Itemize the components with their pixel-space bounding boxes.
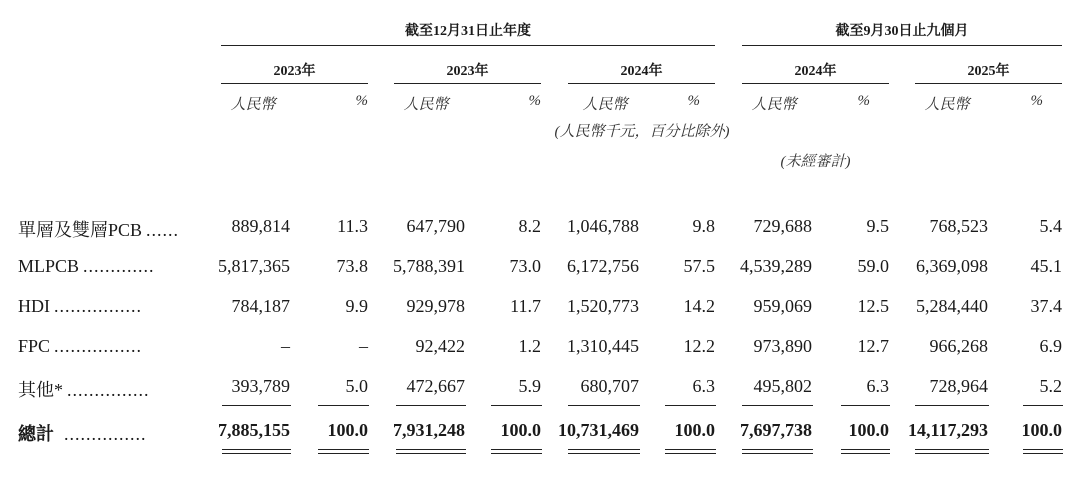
- table-cell: 1,046,788: [567, 216, 639, 236]
- table-cell: 472,667: [406, 376, 465, 396]
- unit-note: (人民幣千元，百分比除外): [554, 124, 730, 140]
- subtotal-rule: [665, 405, 716, 406]
- table-cell: 889,814: [231, 216, 290, 236]
- table-cell: 393,789: [231, 376, 290, 396]
- total-double-rule: [665, 453, 716, 454]
- table-cell: 9.5: [866, 216, 889, 236]
- total-cell: 100.0: [1021, 420, 1062, 440]
- table-cell: –: [281, 336, 290, 356]
- table-cell: 11.7: [510, 296, 541, 316]
- row-label: [18, 336, 142, 357]
- total-cell: 10,731,469: [558, 420, 639, 440]
- total-double-rule: [841, 449, 890, 450]
- row-label-leader-dots: ...............: [67, 380, 150, 400]
- year-header-5: 2025年: [967, 64, 1010, 79]
- period-header-nine-months: 截至9月30日止九個月: [835, 24, 969, 39]
- currency-header-1: 人民幣: [230, 97, 276, 113]
- table-cell: 729,688: [753, 216, 812, 236]
- table-cell: 9.9: [345, 296, 368, 316]
- subtotal-rule: [396, 405, 466, 406]
- table-cell: 959,069: [753, 296, 812, 316]
- year-header-3: 2024年: [620, 64, 663, 79]
- table-cell: 728,964: [929, 376, 988, 396]
- subtotal-rule: [318, 405, 369, 406]
- total-double-rule: [915, 453, 989, 454]
- subtotal-rule: [568, 405, 640, 406]
- table-cell: 6.9: [1039, 336, 1062, 356]
- table-cell: 59.0: [857, 256, 889, 276]
- year-header-4: 2024年: [794, 64, 837, 79]
- total-double-rule: [491, 449, 542, 450]
- period-header-nine-months-rule: [742, 45, 1062, 46]
- table-cell: 929,978: [406, 296, 465, 316]
- table-cell: 784,187: [231, 296, 290, 316]
- total-cell: 7,931,248: [393, 420, 465, 440]
- row-label-text: MLPCB: [18, 256, 80, 276]
- row-label-leader-dots: ......: [146, 220, 180, 240]
- table-cell: 73.8: [336, 256, 368, 276]
- total-cell: 100.0: [500, 420, 541, 440]
- percent-header-3: %: [687, 93, 700, 109]
- subtotal-rule: [491, 405, 542, 406]
- table-cell: 1.2: [518, 336, 541, 356]
- table-cell: 5,284,440: [916, 296, 988, 316]
- table-cell: 5.4: [1039, 216, 1062, 236]
- row-label-text: FPC: [18, 336, 51, 356]
- row-label: [18, 296, 142, 317]
- total-cell: 100.0: [848, 420, 889, 440]
- table-cell: 9.8: [692, 216, 715, 236]
- total-cell: 14,117,293: [907, 420, 988, 440]
- total-cell: 100.0: [674, 420, 715, 440]
- table-cell: 73.0: [509, 256, 541, 276]
- total-double-rule: [841, 453, 890, 454]
- year-header-5-rule: [915, 83, 1062, 84]
- period-header-year-end: 截至12月31日止年度: [405, 24, 531, 39]
- table-cell: 647,790: [406, 216, 465, 236]
- percent-header-2: %: [528, 93, 541, 109]
- table-cell: 973,890: [753, 336, 812, 356]
- row-label-leader-dots: ................: [54, 336, 143, 356]
- table-cell: 14.2: [683, 296, 715, 316]
- table-cell: 12.7: [857, 336, 889, 356]
- total-label: [18, 420, 147, 446]
- row-label: [18, 216, 179, 242]
- row-label-text: 單層及雙層PCB: [18, 220, 143, 240]
- table-cell: 1,310,445: [567, 336, 639, 356]
- currency-header-3: 人民幣: [582, 97, 628, 113]
- table-cell: 6.3: [692, 376, 715, 396]
- year-header-1: 2023年: [273, 64, 316, 79]
- table-cell: 45.1: [1030, 256, 1062, 276]
- total-double-rule: [742, 449, 813, 450]
- total-double-rule: [222, 453, 291, 454]
- period-header-year-end-rule: [221, 45, 715, 46]
- row-label: [18, 376, 150, 402]
- table-cell: 5.2: [1039, 376, 1062, 396]
- table-cell: 1,520,773: [567, 296, 639, 316]
- table-cell: 6,172,756: [567, 256, 639, 276]
- total-double-rule: [568, 453, 640, 454]
- percent-header-1: %: [355, 93, 368, 109]
- table-cell: 5.0: [345, 376, 368, 396]
- total-double-rule: [665, 449, 716, 450]
- table-cell: 966,268: [929, 336, 988, 356]
- subtotal-rule: [742, 405, 813, 406]
- total-double-rule: [396, 449, 466, 450]
- total-double-rule: [1023, 453, 1063, 454]
- total-double-rule: [396, 453, 466, 454]
- table-cell: 768,523: [929, 216, 988, 236]
- currency-header-4: 人民幣: [751, 97, 797, 113]
- total-cell: 7,885,155: [218, 420, 290, 440]
- table-cell: 12.5: [857, 296, 889, 316]
- year-header-1-rule: [221, 83, 368, 84]
- total-cell: 7,697,738: [740, 420, 812, 440]
- subtotal-rule: [915, 405, 989, 406]
- table-cell: 8.2: [518, 216, 541, 236]
- year-header-2-rule: [394, 83, 541, 84]
- currency-header-5: 人民幣: [924, 97, 970, 113]
- table-cell: 6,369,098: [916, 256, 988, 276]
- total-double-rule: [915, 449, 989, 450]
- table-cell: 495,802: [753, 376, 812, 396]
- table-cell: 680,707: [580, 376, 639, 396]
- subtotal-rule: [841, 405, 890, 406]
- table-cell: 11.3: [337, 216, 368, 236]
- total-label-text: 總計: [18, 424, 54, 444]
- subtotal-rule: [1023, 405, 1063, 406]
- year-header-3-rule: [568, 83, 715, 84]
- currency-header-2: 人民幣: [403, 97, 449, 113]
- row-label-leader-dots: .............: [83, 256, 155, 276]
- percent-header-4: %: [857, 93, 870, 109]
- total-double-rule: [222, 449, 291, 450]
- row-label-leader-dots: ................: [54, 296, 142, 316]
- table-cell: 5.9: [518, 376, 541, 396]
- total-double-rule: [742, 453, 813, 454]
- table-cell: 37.4: [1030, 296, 1062, 316]
- total-cell: 100.0: [327, 420, 368, 440]
- table-cell: 6.3: [866, 376, 889, 396]
- table-cell: 4,539,289: [740, 256, 812, 276]
- table-cell: 92,422: [415, 336, 465, 356]
- row-label: [18, 256, 155, 277]
- table-cell: 5,817,365: [218, 256, 290, 276]
- table-cell: 12.2: [683, 336, 715, 356]
- row-label-text: HDI: [18, 296, 50, 316]
- total-double-rule: [1023, 449, 1063, 450]
- total-double-rule: [318, 453, 369, 454]
- table-cell: 5,788,391: [393, 256, 465, 276]
- unaudited-note: (未經審計): [780, 154, 851, 170]
- subtotal-rule: [222, 405, 291, 406]
- row-label-text: 其他*: [18, 380, 63, 400]
- total-double-rule: [568, 449, 640, 450]
- table-cell: 57.5: [683, 256, 715, 276]
- table-cell: –: [359, 336, 368, 356]
- total-double-rule: [318, 449, 369, 450]
- percent-header-5: %: [1030, 93, 1043, 109]
- year-header-2: 2023年: [446, 64, 489, 79]
- total-label-leader-dots: ...............: [64, 424, 147, 444]
- year-header-4-rule: [742, 83, 889, 84]
- total-double-rule: [491, 453, 542, 454]
